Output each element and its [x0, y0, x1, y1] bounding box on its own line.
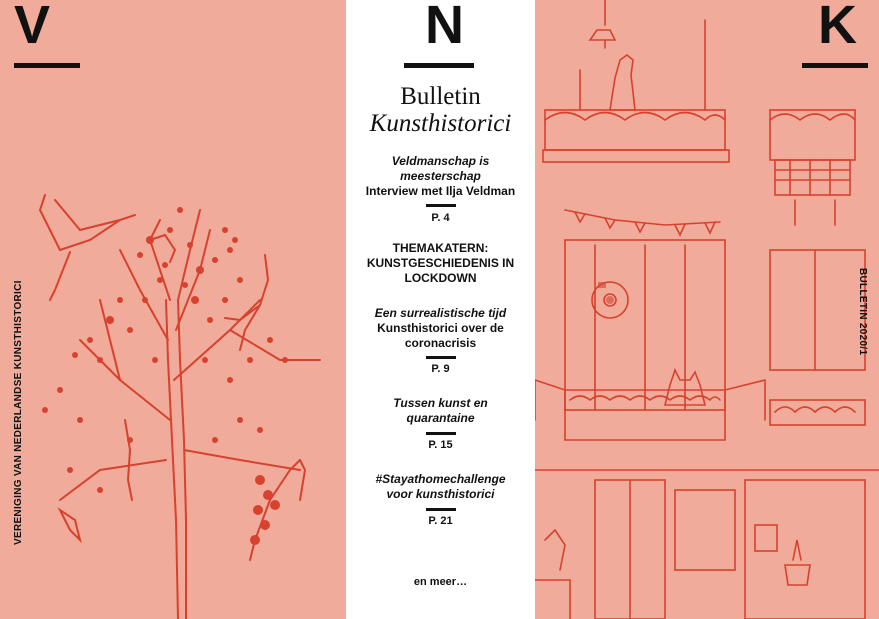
toc-entry-5-title: #Stayathomechallenge voor kunsthistorici [375, 472, 506, 501]
toc-entry-4-title: Tussen kunst en quarantaine [393, 396, 488, 425]
vertical-association-name: VERENIGING VAN NEDERLANDSE KUNSTHISTORICI [13, 280, 24, 545]
tree-with-birds-illustration [0, 0, 346, 619]
page-rule-3 [426, 356, 456, 359]
letter-n: N [425, 0, 464, 55]
left-cover-panel [0, 0, 346, 619]
balcony-building-illustration [535, 0, 879, 619]
bulletin-subtitle: Kunsthistorici [369, 110, 512, 137]
toc-entry-3-subtitle: Kunsthistorici over de coronacrisis [377, 321, 504, 350]
toc-entry-3[interactable] [346, 306, 535, 351]
page-rule-1 [426, 204, 456, 207]
right-rule [802, 63, 868, 68]
toc-entry-1-title: Veldmanschap is meesterschap [391, 154, 490, 183]
toc-section-heading-text: THEMAKATERN: KUNSTGESCHIEDENIS IN LOCKDOWN [366, 241, 515, 285]
toc-entry-1-page: P. 4 [431, 212, 450, 224]
middle-rule [404, 63, 474, 68]
page-rule-5 [426, 508, 456, 511]
toc-entry-5-page: P. 21 [428, 515, 453, 527]
letter-k: K [818, 0, 857, 55]
letter-v: V [14, 0, 51, 55]
toc-entry-5[interactable] [346, 472, 535, 502]
toc-section-heading[interactable] [346, 241, 535, 286]
vertical-issue-label: BULLETIN 2020/1 [857, 268, 868, 356]
bulletin-title: Bulletin [400, 83, 481, 110]
toc-entry-4[interactable] [346, 396, 535, 426]
toc-entry-3-title: Een surrealistische tijd [374, 306, 507, 320]
more-link[interactable]: en meer… [413, 576, 468, 588]
page-rule-4 [426, 432, 456, 435]
toc-entry-4-page: P. 15 [428, 439, 453, 451]
toc-entry-1[interactable] [346, 154, 535, 199]
toc-entry-3-page: P. 9 [431, 363, 450, 375]
table-of-contents-panel [346, 0, 535, 619]
toc-entry-1-subtitle: Interview met Ilja Veldman [365, 184, 516, 198]
right-cover-panel [535, 0, 879, 619]
